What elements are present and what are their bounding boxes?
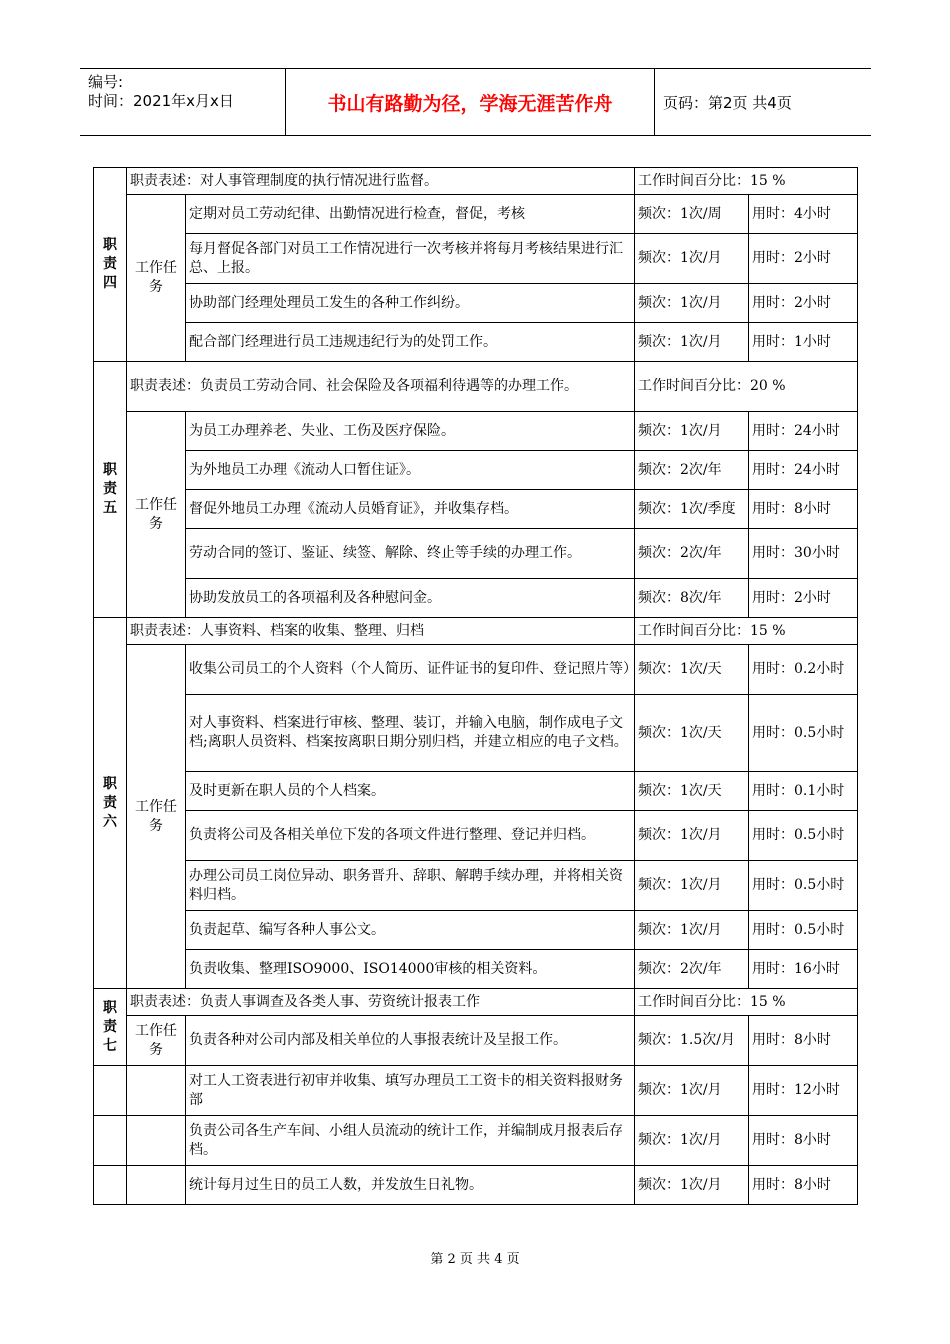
task-frequency: 频次：2次/年 xyxy=(635,529,749,579)
task-frequency: 频次：1次/天 xyxy=(635,772,749,811)
table-row xyxy=(94,323,858,362)
task-frequency: 频次：8次/年 xyxy=(635,579,749,618)
header-meta xyxy=(80,69,285,135)
table-row xyxy=(94,1116,858,1166)
task-description: 协助发放员工的各项福利及各种慰问金。 xyxy=(186,579,635,618)
table-row xyxy=(94,645,858,695)
task-description: 统计每月过生日的员工人数，并发放生日礼物。 xyxy=(186,1166,635,1205)
table-row xyxy=(94,195,858,234)
table-row xyxy=(94,950,858,989)
duty-6-label: 职责六 xyxy=(94,618,127,989)
task-description: 负责各种对公司内部及相关单位的人事报表统计及呈报工作。 xyxy=(186,1016,635,1066)
task-frequency: 频次：2次/年 xyxy=(635,950,749,989)
task-hours: 用时：0.5小时 xyxy=(749,811,858,861)
task-hours: 用时：24小时 xyxy=(749,451,858,490)
task-frequency: 频次：1次/月 xyxy=(635,234,749,284)
table-row xyxy=(94,861,858,911)
task-description: 对人事资料、档案进行审核、整理、装订，并输入电脑，制作成电子文档;离职人员资料、档案按离职日期分别归档，并建立相应的电子文档。 xyxy=(186,695,635,772)
task-frequency: 频次：1次/月 xyxy=(635,412,749,451)
task-description: 负责将公司及各相关单位下发的各项文件进行整理、登记并归档。 xyxy=(186,811,635,861)
document-date: 时间：2021年x月x日 xyxy=(88,92,234,110)
task-hours: 用时：1小时 xyxy=(749,323,858,362)
duty-6-summary-row xyxy=(94,618,858,645)
duty-7-summary-row xyxy=(94,989,858,1016)
task-description: 协助部门经理处理员工发生的各种工作纠纷。 xyxy=(186,284,635,323)
table-row xyxy=(94,811,858,861)
task-hours: 用时：24小时 xyxy=(749,412,858,451)
table-row xyxy=(94,490,858,529)
task-hours: 用时：12小时 xyxy=(749,1066,858,1116)
task-description: 为员工办理养老、失业、工伤及医疗保险。 xyxy=(186,412,635,451)
table-row xyxy=(94,579,858,618)
task-frequency: 频次：1次/周 xyxy=(635,195,749,234)
task-frequency: 频次：1.5次/月 xyxy=(635,1016,749,1066)
task-hours: 用时：0.5小时 xyxy=(749,695,858,772)
task-description: 负责收集、整理ISO9000、ISO14000审核的相关资料。 xyxy=(186,950,635,989)
duty-4-task-label: 工作任务 xyxy=(127,195,186,362)
task-description: 劳动合同的签订、鉴证、续签、解除、终止等手续的办理工作。 xyxy=(186,529,635,579)
task-description: 配合部门经理进行员工违规违纪行为的处罚工作。 xyxy=(186,323,635,362)
header-motto: 书山有路勤为径，学海无涯苦作舟 xyxy=(285,69,655,135)
task-hours: 用时：0.2小时 xyxy=(749,645,858,695)
task-frequency: 频次：1次/天 xyxy=(635,695,749,772)
duty-7-time-percent: 工作时间百分比：15 % xyxy=(635,989,858,1016)
task-description: 每月督促各部门对员工工作情况进行一次考核并将每月考核结果进行汇总、上报。 xyxy=(186,234,635,284)
table-row xyxy=(94,529,858,579)
task-description: 及时更新在职人员的个人档案。 xyxy=(186,772,635,811)
task-frequency: 频次：1次/季度 xyxy=(635,490,749,529)
task-frequency: 频次：1次/月 xyxy=(635,811,749,861)
table-row xyxy=(94,1166,858,1205)
task-frequency: 频次：1次/月 xyxy=(635,1116,749,1166)
table-row xyxy=(94,695,858,772)
duty-7-task-label: 工作任务 xyxy=(127,1016,186,1066)
task-hours: 用时：0.5小时 xyxy=(749,911,858,950)
table-row xyxy=(94,911,858,950)
task-hours: 用时：0.5小时 xyxy=(749,861,858,911)
task-hours: 用时：8小时 xyxy=(749,1166,858,1205)
table-row xyxy=(94,1016,858,1066)
header-page-number: 页码：第2页 共4页 xyxy=(663,93,792,112)
duty-6-description: 职责表述：人事资料、档案的收集、整理、归档 xyxy=(127,618,635,645)
task-hours: 用时：16小时 xyxy=(749,950,858,989)
duty-4-summary-row xyxy=(94,168,858,195)
duty-6-task-label: 工作任务 xyxy=(127,645,186,989)
duty-4-label: 职责四 xyxy=(94,168,127,362)
task-description: 对工人工资表进行初审并收集、填写办理员工工资卡的相关资料报财务部 xyxy=(186,1066,635,1116)
task-frequency: 频次：1次/月 xyxy=(635,861,749,911)
duty-7-description: 职责表述：负责人事调查及各类人事、劳资统计报表工作 xyxy=(127,989,635,1016)
task-description: 为外地员工办理《流动人口暂住证》。 xyxy=(186,451,635,490)
task-description: 定期对员工劳动纪律、出勤情况进行检查，督促，考核 xyxy=(186,195,635,234)
table-row xyxy=(94,412,858,451)
task-frequency: 频次：1次/月 xyxy=(635,323,749,362)
task-hours: 用时：4小时 xyxy=(749,195,858,234)
task-frequency: 频次：1次/月 xyxy=(635,284,749,323)
task-hours: 用时：8小时 xyxy=(749,1016,858,1066)
task-description: 负责公司各生产车间、小组人员流动的统计工作，并编制成月报表后存档。 xyxy=(186,1116,635,1166)
task-frequency: 频次：1次/月 xyxy=(635,911,749,950)
table-row xyxy=(94,772,858,811)
task-frequency: 频次：1次/月 xyxy=(635,1066,749,1116)
task-hours: 用时：8小时 xyxy=(749,490,858,529)
duty-5-summary-row xyxy=(94,362,858,412)
duties-table xyxy=(93,167,858,1205)
task-description: 收集公司员工的个人资料（个人简历、证件证书的复印件、登记照片等） xyxy=(186,645,635,695)
table-row xyxy=(94,234,858,284)
task-hours: 用时：8小时 xyxy=(749,1116,858,1166)
duty-6-time-percent: 工作时间百分比：15 % xyxy=(635,618,858,645)
table-row xyxy=(94,284,858,323)
task-frequency: 频次：1次/月 xyxy=(635,1166,749,1205)
task-frequency: 频次：2次/年 xyxy=(635,451,749,490)
task-hours: 用时：2小时 xyxy=(749,234,858,284)
task-hours: 用时：2小时 xyxy=(749,284,858,323)
task-description: 负责起草、编写各种人事公文。 xyxy=(186,911,635,950)
task-hours: 用时：0.1小时 xyxy=(749,772,858,811)
task-frequency: 频次：1次/天 xyxy=(635,645,749,695)
duty-5-time-percent: 工作时间百分比：20 % xyxy=(635,362,858,412)
duty-5-description: 职责表述：负责员工劳动合同、社会保险及各项福利待遇等的办理工作。 xyxy=(127,362,635,412)
task-description: 督促外地员工办理《流动人员婚育证》，并收集存档。 xyxy=(186,490,635,529)
task-hours: 用时：2小时 xyxy=(749,579,858,618)
page-footer: 第 2 页 共 4 页 xyxy=(430,1252,520,1267)
document-number: 编号: xyxy=(88,73,124,91)
page-header xyxy=(80,68,871,136)
task-description: 办理公司员工岗位异动、职务晋升、辞职、解聘手续办理，并将相关资料归档。 xyxy=(186,861,635,911)
table-row xyxy=(94,1066,858,1116)
duty-5-task-label: 工作任务 xyxy=(127,412,186,618)
task-hours: 用时：30小时 xyxy=(749,529,858,579)
duty-5-label: 职责五 xyxy=(94,362,127,618)
duty-4-time-percent: 工作时间百分比：15 % xyxy=(635,168,858,195)
table-row xyxy=(94,451,858,490)
duty-4-description: 职责表述：对人事管理制度的执行情况进行监督。 xyxy=(127,168,635,195)
duty-7-label: 职责七 xyxy=(94,989,127,1066)
